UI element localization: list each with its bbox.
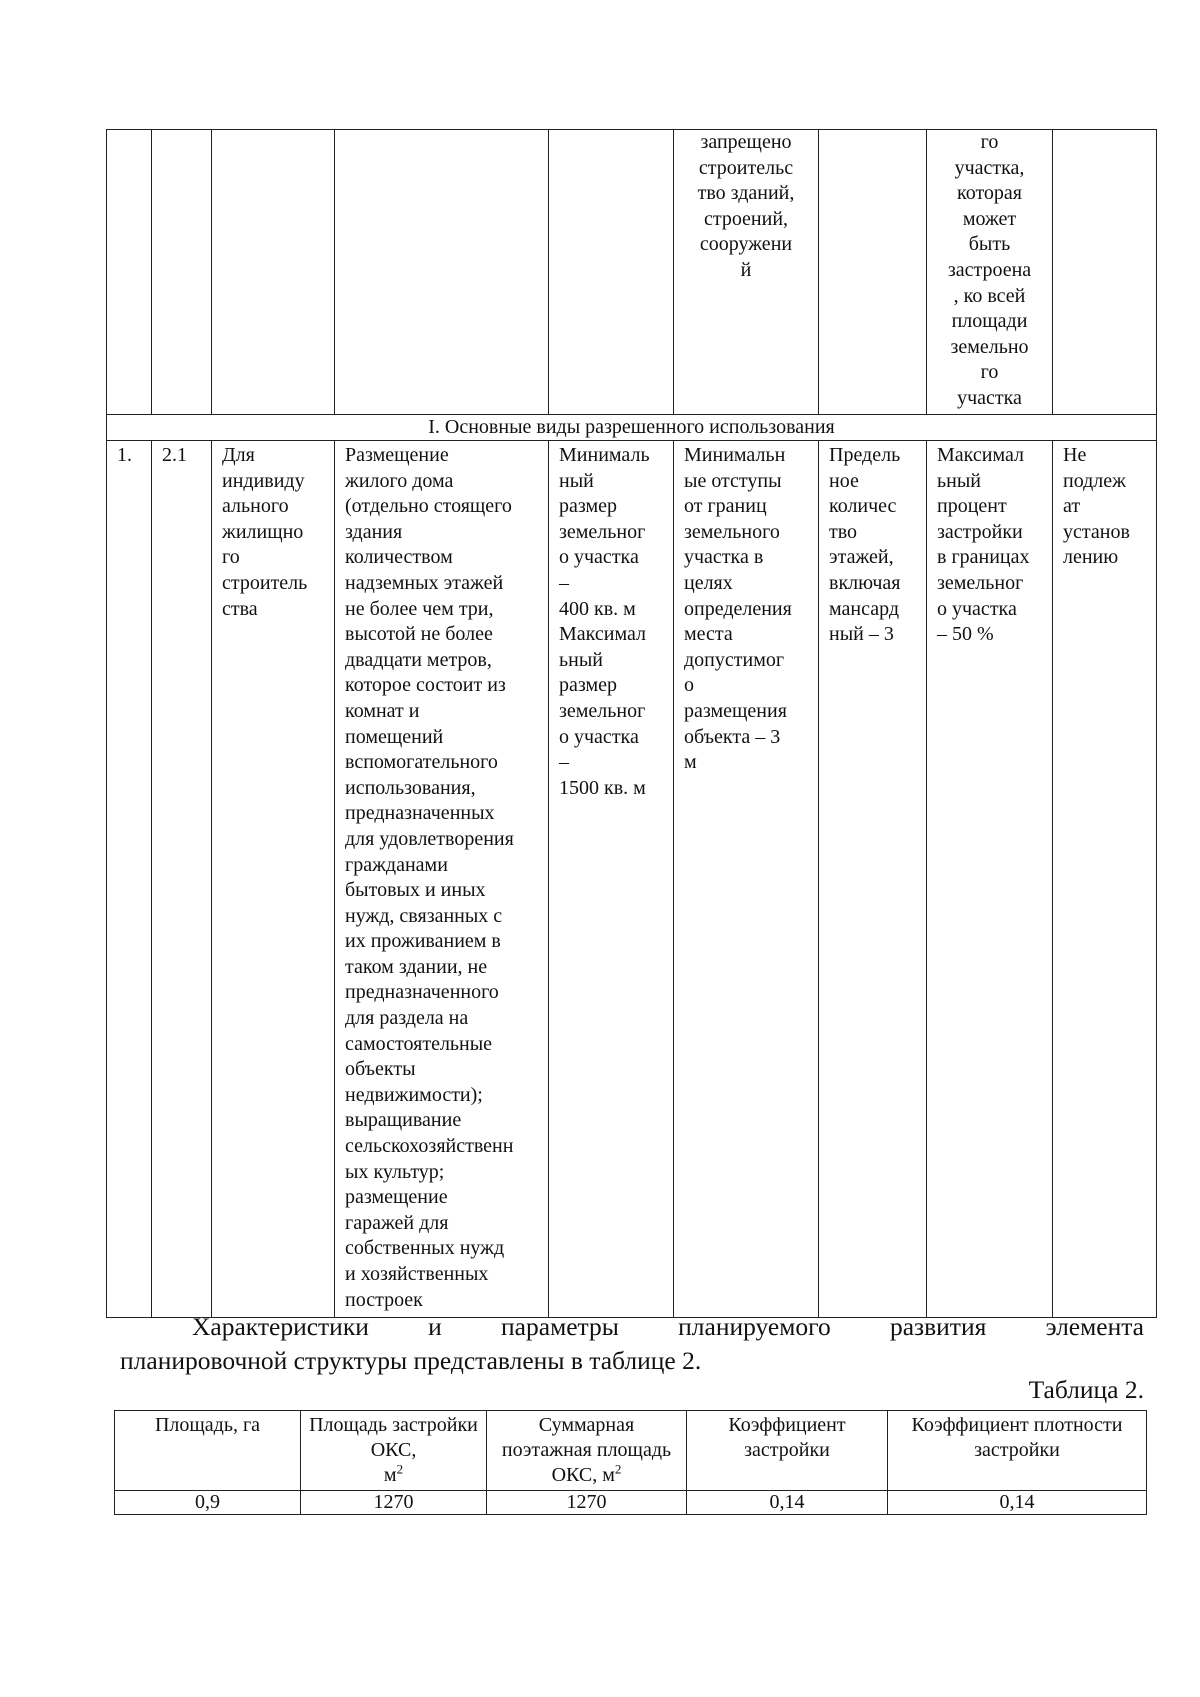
use-code: 2.1: [152, 441, 212, 1318]
cell-line: –: [559, 751, 569, 774]
table-cell: [152, 130, 212, 415]
cell-line: гаражей для: [345, 1211, 449, 1234]
cell-line: объекта – 3: [684, 725, 781, 748]
cell-line: строитель: [222, 571, 308, 594]
cell-line: участка в: [684, 546, 764, 569]
table-cell: [212, 130, 335, 415]
unit-label: [383, 1461, 404, 1486]
cell-line: процент: [937, 495, 1007, 518]
table-cell: [674, 130, 819, 415]
table-cell: 1270: [487, 1491, 687, 1515]
cell-line: тво: [829, 520, 858, 543]
floors-limit: [819, 441, 927, 1318]
cell-line: подлеж: [1063, 469, 1126, 492]
cell-line: Минимальн: [684, 444, 786, 466]
cell-line: земельног: [559, 699, 646, 722]
cell-line: размер: [559, 495, 618, 518]
table-cell: [107, 130, 152, 415]
cell-line: земельног: [559, 520, 646, 543]
cell-line: нужд, связанных с: [345, 904, 503, 927]
cell-line: –: [559, 571, 569, 594]
cell-line: го: [980, 131, 999, 153]
cell-line: предназначенного: [345, 981, 499, 1004]
cell-line: может: [962, 207, 1017, 230]
cell-line: м: [684, 751, 697, 774]
cell-line: участка: [957, 386, 1022, 409]
cell-line: ьный: [937, 469, 981, 492]
column-header: [301, 1411, 487, 1491]
cell-line: Не: [1063, 444, 1087, 466]
cell-line: строений,: [703, 207, 789, 230]
paragraph-line: планировочной структуры представлены в таблице 2.: [120, 1346, 702, 1375]
cell-line: участка,: [954, 156, 1025, 179]
cell-line: вспомогательного: [345, 751, 498, 774]
paragraph-line: Характеристики и параметры планируемого развития элемента: [192, 1312, 1144, 1341]
table-cell: [927, 130, 1053, 415]
cell-line: индивиду: [222, 469, 305, 492]
cell-line: (отдельно стоящего: [345, 495, 512, 518]
cell-line: включая: [829, 571, 901, 594]
cell-line: строительс: [698, 156, 794, 179]
cell-line: предназначенных: [345, 802, 495, 825]
table-row: [107, 130, 1157, 415]
coverage-limit: [927, 441, 1053, 1318]
table-caption: Таблица 2.: [1028, 1375, 1144, 1404]
cell-line: застройки: [937, 520, 1023, 543]
table-header-row: [115, 1411, 1147, 1491]
unit-exponent: 2: [396, 1461, 404, 1477]
cell-line: использования,: [345, 776, 476, 799]
table-cell: 0,14: [687, 1491, 888, 1515]
cell-line: здания: [345, 520, 403, 543]
cell-line: самостоятельные: [345, 1032, 493, 1055]
cell-line: жилого дома: [345, 469, 454, 492]
table-cell: 1270: [301, 1491, 487, 1515]
cell-line: ное: [829, 469, 859, 492]
cell-line: в границах: [937, 546, 1030, 569]
unit-text: м: [383, 1464, 397, 1486]
plot-size: [549, 441, 674, 1318]
cell-line: запрещено: [700, 131, 792, 153]
row-number: 1.: [107, 441, 152, 1318]
cell-line: ства: [222, 597, 258, 620]
cell-line: сельскохозяйственн: [345, 1135, 514, 1158]
cell-line: недвижимости);: [345, 1083, 483, 1106]
table-row: [115, 1491, 1147, 1515]
body-paragraph: [120, 1310, 1144, 1378]
cell-line: – 50 %: [937, 623, 994, 646]
cell-line: места: [684, 623, 733, 646]
cell-line: для раздела на: [345, 1007, 469, 1030]
cell-line: двадцати метров,: [345, 648, 492, 671]
cell-line: ный: [559, 469, 594, 492]
setbacks: [674, 441, 819, 1318]
cell-line: выращивание: [345, 1109, 462, 1132]
section-row: [107, 415, 1157, 441]
cell-line: го: [222, 546, 240, 569]
cell-line: определения: [684, 597, 792, 620]
cell-line: таком здании, не: [345, 955, 488, 978]
table-cell: [1053, 130, 1157, 415]
cell-line: Максимал: [559, 623, 647, 646]
cell-line: земельно: [950, 335, 1029, 358]
cell-line: размещения: [684, 699, 787, 722]
cell-line: лению: [1063, 546, 1119, 569]
cell-line: количес: [829, 495, 897, 518]
cell-line: ат: [1063, 495, 1081, 518]
cell-line: ального: [222, 495, 289, 518]
cell-line: тво зданий,: [697, 182, 795, 205]
column-header: Коэффициент плотности застройки: [888, 1411, 1147, 1491]
cell-line: о: [684, 674, 694, 697]
cell-line: 1500 кв. м: [559, 776, 646, 799]
cell-line: которое состоит из: [345, 674, 506, 697]
cell-line: объекты: [345, 1058, 416, 1081]
other-parameters: [1053, 441, 1157, 1318]
use-description: [335, 441, 549, 1318]
cell-line: размещение: [345, 1186, 448, 1209]
cell-line: количеством: [345, 546, 453, 569]
cell-line: построек: [345, 1288, 423, 1311]
unit-label: [602, 1461, 622, 1486]
cell-line: комнат и: [345, 699, 420, 722]
cell-line: Максимал: [937, 444, 1025, 466]
cell-line: размер: [559, 674, 618, 697]
cell-line: надземных этажей: [345, 571, 504, 594]
cell-line: для удовлетворения: [345, 827, 514, 850]
cell-line: от границ: [684, 495, 767, 518]
cell-line: ых культур;: [345, 1160, 445, 1183]
header-text: Площадь застройки ОКС,: [309, 1414, 478, 1461]
cell-line: высотой не более: [345, 623, 493, 646]
cell-line: о участка: [937, 597, 1017, 620]
table-cell: 0,9: [115, 1491, 301, 1515]
column-header: Коэффициент застройки: [687, 1411, 888, 1491]
cell-line: мансард: [829, 597, 900, 620]
parameters-table: [114, 1410, 1147, 1515]
regulations-table: [106, 129, 1157, 1318]
cell-line: допустимог: [684, 648, 785, 671]
unit-exponent: 2: [614, 1461, 622, 1477]
cell-line: и хозяйственных: [345, 1263, 489, 1285]
cell-line: установ: [1063, 520, 1130, 543]
cell-line: земельног: [937, 571, 1024, 594]
cell-line: помещений: [345, 725, 444, 748]
header-text: Суммарная поэтажная площадь ОКС,: [501, 1414, 672, 1486]
cell-line: этажей,: [829, 546, 894, 569]
cell-line: не более чем три,: [345, 597, 494, 620]
unit-text: м: [602, 1464, 615, 1486]
cell-line: Размещение: [345, 444, 449, 466]
cell-line: целях: [684, 571, 733, 594]
cell-line: , ко всей: [953, 284, 1026, 307]
cell-line: быть: [968, 233, 1011, 256]
cell-line: земельного: [684, 520, 780, 543]
cell-line: бытовых и иных: [345, 879, 486, 902]
cell-line: сооружени: [699, 233, 793, 256]
cell-line: которая: [957, 182, 1022, 205]
table-cell: [549, 130, 674, 415]
cell-line: ые отступы: [684, 469, 782, 492]
cell-line: го: [980, 361, 999, 384]
table-cell: 0,14: [888, 1491, 1147, 1515]
column-header: [487, 1411, 687, 1491]
cell-line: о участка: [559, 546, 639, 569]
table-cell: [335, 130, 549, 415]
cell-line: их проживанием в: [345, 930, 501, 953]
cell-line: гражданами: [345, 853, 448, 876]
cell-line: й: [740, 258, 752, 281]
cell-line: ный – 3: [829, 623, 894, 646]
cell-line: жилищно: [222, 520, 304, 543]
cell-line: собственных нужд: [345, 1237, 505, 1260]
table-row: [107, 441, 1157, 1318]
cell-line: Для: [222, 444, 255, 466]
cell-line: застроена: [947, 258, 1032, 281]
cell-line: площади: [951, 310, 1028, 333]
table-cell: [819, 130, 927, 415]
column-header: Площадь, га: [115, 1411, 301, 1491]
cell-line: о участка: [559, 725, 639, 748]
use-name: [212, 441, 335, 1318]
cell-line: 400 кв. м: [559, 597, 636, 620]
cell-line: ьный: [559, 648, 603, 671]
section-title: I. Основные виды разрешенного использования: [107, 415, 1157, 441]
cell-line: Предель: [829, 444, 901, 466]
cell-line: Минималь: [559, 444, 650, 466]
